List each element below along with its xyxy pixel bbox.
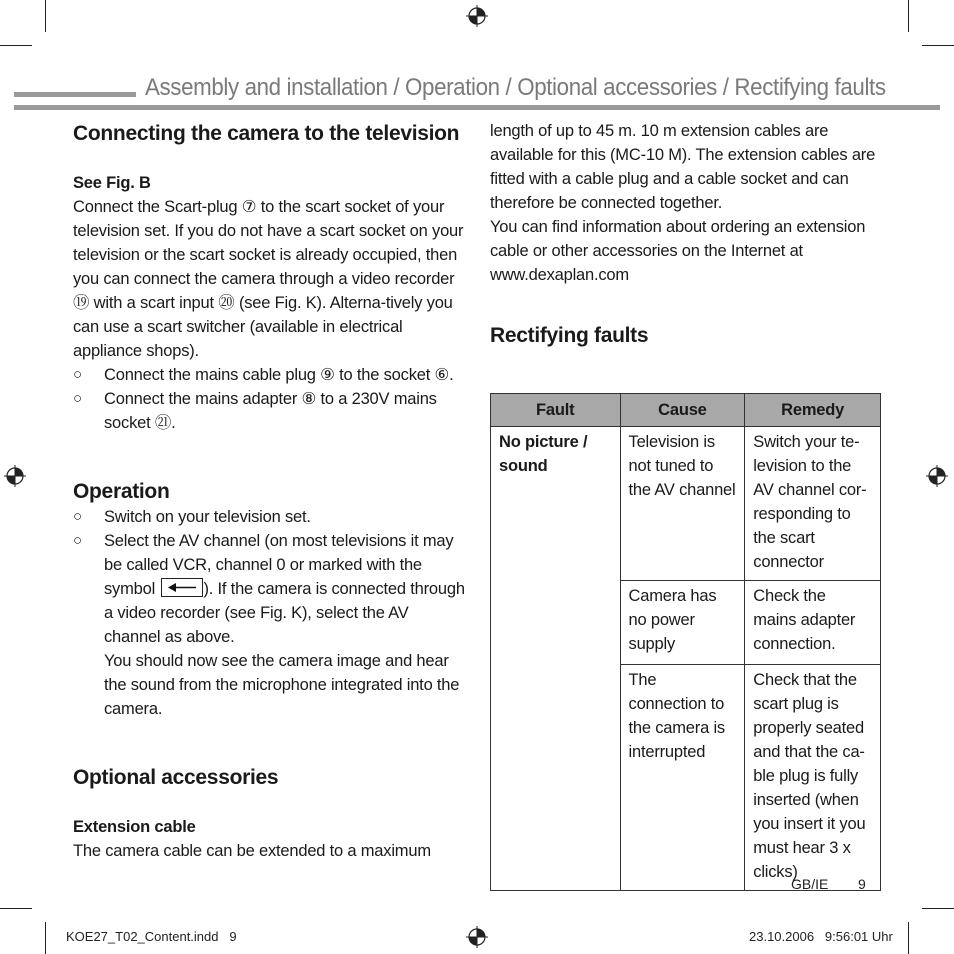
cause-cell: Camera has no power supply [620, 581, 745, 665]
page-number: 9 [858, 876, 866, 892]
faults-table [490, 393, 881, 891]
remedy-cell: Check the mains adapter connection. [745, 581, 881, 665]
section-heading-faults: Rectifying faults [490, 324, 649, 347]
extension-paragraph: The camera cable can be extended to a maximum [73, 842, 431, 860]
remedy-cell: Check that the scart plug is properly seated and that the ca-ble plug is fully inserted (when you insert it you must hear 3 x clicks) [745, 665, 881, 891]
page-title: Assembly and installation / Operation / Optional accessories / Rectifying faults [145, 74, 886, 101]
table-header-row [491, 394, 881, 427]
list-item-text: Connect the mains cable plug ⑨ to the socket ⑥. [104, 366, 454, 384]
slug-file-name: KOE27_T02_Content.indd 9 [66, 929, 237, 944]
list-item-text: Switch on your television set. [104, 508, 311, 526]
list-item [73, 529, 465, 721]
connect-paragraph: Connect the Scart-plug ⑦ to the scart socket of your television set. If you do not have a scart socket on your television or the scart socket is already occupied, then you can connect the camera through a video recorder ⑲ with a scart input ⑳ (see Fig. K). Alterna-tively you can use a scart switcher (available in electrical appliance shops). [73, 198, 464, 360]
crop-mark [922, 45, 954, 46]
see-fig-label: See Fig. B [73, 174, 151, 192]
cause-cell: Television is not tuned to the AV channel [620, 427, 745, 581]
bullet-circle-icon: ○ [73, 366, 82, 383]
locale-label: GB/IE [791, 876, 829, 892]
list-item-text-cont: ). If the camera is connected through a video recorder (see Fig. K), select the AV channel as above. [104, 580, 465, 646]
crop-mark [45, 0, 46, 32]
list-item [73, 505, 465, 529]
column-header-remedy: Remedy [745, 394, 881, 427]
column-header-fault: Fault [491, 394, 621, 427]
registration-crosshair-icon [926, 465, 948, 487]
bullet-circle-icon: ○ [73, 508, 82, 525]
crop-mark [45, 922, 46, 954]
av-input-arrow-icon [161, 578, 203, 597]
left-column [73, 121, 465, 863]
column-header-cause: Cause [620, 394, 745, 427]
right-column [490, 119, 884, 349]
list-item [73, 363, 465, 387]
section-heading-connecting: Connecting the camera to the television [73, 122, 460, 145]
operation-note: You should now see the camera image and hear the sound from the microphone integrated into the camera. [104, 652, 460, 718]
crop-mark [0, 45, 32, 46]
registration-crosshair-icon [4, 465, 26, 487]
slug-timestamp: 23.10.2006 9:56:01 Uhr [749, 929, 893, 944]
fault-cell [491, 427, 621, 891]
bullet-circle-icon: ○ [73, 390, 82, 407]
list-item-text: Connect the mains adapter ⑧ to a 230V mains socket ㉑. [104, 390, 437, 432]
section-heading-operation: Operation [73, 480, 170, 503]
crop-mark [908, 922, 909, 954]
registration-crosshair-icon [466, 926, 488, 948]
bullet-circle-icon: ○ [73, 532, 82, 549]
crop-mark [0, 908, 32, 909]
registration-crosshair-icon [466, 5, 488, 27]
header-rule [14, 105, 940, 110]
extension-paragraph-cont: length of up to 45 m. 10 m extension cables are available for this (MC-10 M). The extension cables are fitted with a cable plug and a cable socket and can therefore be connected together. [490, 122, 876, 212]
crop-mark [922, 908, 954, 909]
section-heading-accessories: Optional accessories [73, 766, 279, 789]
table-row [491, 427, 881, 581]
list-item-text: Select the AV channel (on most televisions it may be called VCR, channel 0 or marked with the symbol [104, 532, 454, 598]
crop-mark [908, 0, 909, 32]
cause-cell: The connection to the camera is interrupted [620, 665, 745, 891]
extension-cable-label: Extension cable [73, 818, 196, 836]
remedy-cell: Switch your te-levision to the AV channel cor-responding to the scart connector [745, 427, 881, 581]
header-rule-short [14, 92, 136, 97]
list-item [73, 387, 465, 435]
ordering-paragraph: You can find information about ordering an extension cable or other accessories on the Internet at www.dexaplan.com [490, 218, 866, 284]
fault-text: No picture / sound [499, 433, 588, 475]
